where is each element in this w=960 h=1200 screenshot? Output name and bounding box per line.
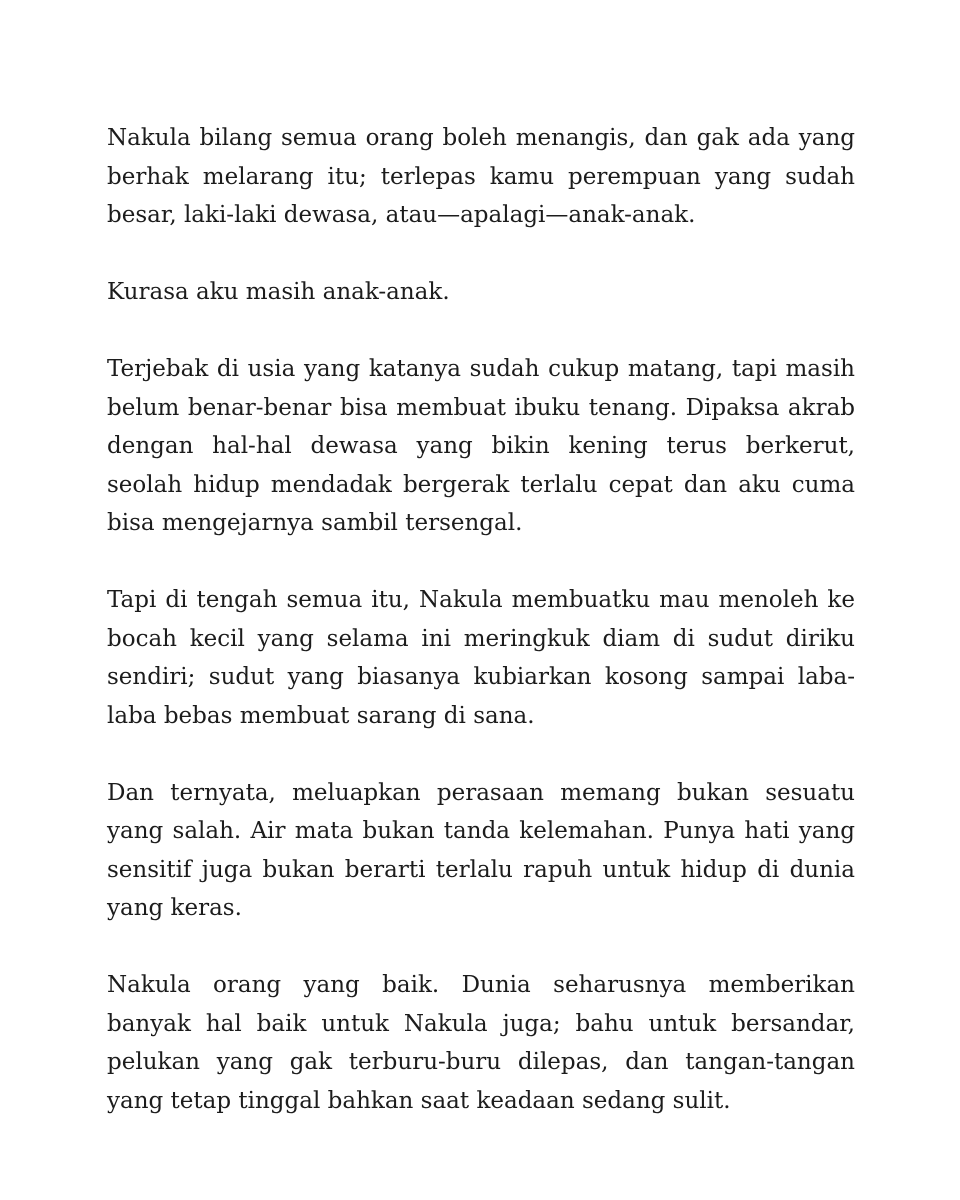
- document-body: [107, 119, 855, 1120]
- paragraph-6: Nakula orang yang baik. Dunia seharusnya memberikan banyak hal baik untuk Nakula juga; bahu untuk bersandar, pelukan yang gak terburu-buru dilepas, dan tangan-tangan yang tetap tinggal bahkan saat keadaan sedang sulit.: [107, 972, 855, 1114]
- paragraph-5: Dan ternyata, meluapkan perasaan memang bukan sesuatu yang salah. Air mata bukan tanda kelemahan. Punya hati yang sensitif juga bukan berarti terlalu rapuh untuk hidup di dunia yang keras.: [107, 779, 855, 921]
- paragraph-3: Terjebak di usia yang katanya sudah cukup matang, tapi masih belum benar-benar bisa membuat ibuku tenang. Dipaksa akrab dengan hal-hal dewasa yang bikin kening terus berkerut, seolah hidup mendadak bergerak terlalu cepat dan aku cuma bisa mengejarnya sambil tersengal.: [107, 356, 855, 536]
- paragraph-1: Nakula bilang semua orang boleh menangis, dan gak ada yang berhak melarang itu; terlepas kamu perempuan yang sudah besar, laki-laki dewasa, atau—apalagi—anak-anak.: [107, 125, 855, 228]
- paragraph-4: Tapi di tengah semua itu, Nakula membuatku mau menoleh ke bocah kecil yang selama ini meringkuk diam di sudut diriku sendiri; sudut yang biasanya kubiarkan kosong sampai laba-laba bebas membuat sarang di sana.: [107, 587, 855, 729]
- paragraph-2: Kurasa aku masih anak-anak.: [107, 279, 450, 305]
